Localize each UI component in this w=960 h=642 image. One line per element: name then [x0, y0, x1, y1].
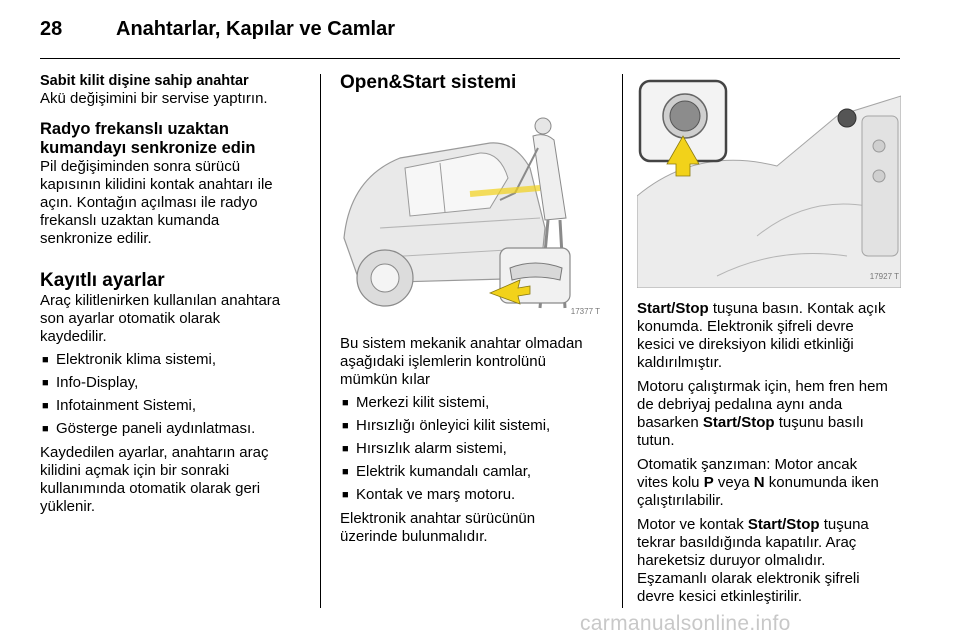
figure-id: 17377 T [570, 307, 600, 316]
list-item: ■ Hırsızlığı önleyici kilit sistemi, [340, 417, 608, 435]
column-2 [340, 72, 608, 546]
text-line [637, 414, 905, 432]
text-line: tutun. [637, 432, 675, 449]
saved-outro-line: yüklenir. [40, 498, 96, 515]
text-span: tuşunu basılı [774, 414, 864, 431]
text-line: çalıştırılabilir. [637, 492, 724, 509]
battery-text: Akü değişimini bir servise yaptırın. [40, 90, 268, 107]
sync-text-line: açın. Kontağın açılması ile radyo [40, 194, 258, 211]
header-divider [40, 58, 900, 59]
text-span: vites kolu [637, 474, 704, 491]
list-item: ■ Elektronik klima sistemi, [40, 351, 308, 369]
start-stop-label: Start/Stop [637, 300, 709, 317]
dashboard-drawing [637, 76, 901, 288]
battery-heading: Sabit kilit dişine sahip anahtar [40, 73, 249, 89]
open-start-intro-line: mümkün kılar [340, 371, 431, 388]
saved-outro-line: kilidini açmak için bir sonraki [40, 462, 230, 479]
list-item: ■ Infotainment Sistemi, [40, 397, 308, 415]
text-line: konumda. Elektronik şifreli devre [637, 318, 854, 335]
sync-text-line: kapısının kilidini kontak anahtarı ile [40, 176, 273, 193]
car-door-drawing [340, 108, 602, 323]
gear-n-label: N [753, 474, 765, 491]
gear-p-label: P [703, 474, 714, 491]
list-item: ■ Gösterge paneli aydınlatması. [40, 420, 308, 438]
text-line: Motoru çalıştırmak için, hem fren hem [637, 378, 888, 395]
text-line: Eşzamanlı olarak elektronik şifreli [637, 570, 860, 587]
chapter-title: Anahtarlar, Kapılar ve Camlar [116, 18, 396, 40]
sync-text-line: frekanslı uzaktan kumanda [40, 212, 220, 229]
saved-settings-list [40, 351, 308, 438]
text-line [637, 474, 905, 492]
list-item: ■ Hırsızlık alarm sistemi, [340, 440, 608, 458]
open-start-intro-line: aşağıdaki işlemlerin kontrolünü [340, 353, 546, 370]
text-span: tuşuna basın. Kontak açık [708, 300, 886, 317]
text-line: kesici ve direksiyon kilidi etkinliği [637, 336, 854, 353]
page-number: 28 [40, 18, 63, 40]
saved-settings-heading: Kayıtlı ayarlar [40, 270, 165, 291]
text-span: konumunda iken [764, 474, 879, 491]
column-divider-left [320, 74, 321, 608]
saved-outro-line: kullanımında otomatik olarak geri [40, 480, 261, 497]
saved-intro-line: kaydedilir. [40, 328, 107, 345]
saved-intro-line: son ayarlar otomatik olarak [40, 310, 221, 327]
text-line: Otomatik şanzıman: Motor ancak [637, 456, 858, 473]
sync-text-line: senkronize edilir. [40, 230, 152, 247]
column-3 [637, 72, 905, 606]
text-span: veya [713, 474, 754, 491]
text-line: devre kesici etkinleştirilir. [637, 588, 803, 605]
sync-heading-line2: kumandayı senkronize edin [40, 139, 256, 157]
text-line: tekrar basıldığında kapatılır. Araç [637, 534, 857, 551]
saved-outro-line: Kaydedilen ayarlar, anahtarın araç [40, 444, 269, 461]
list-item: ■ Info-Display, [40, 374, 308, 392]
open-start-outro-line: Elektronik anahtar sürücünün [340, 510, 536, 527]
column-divider-right [622, 74, 623, 608]
figure-id: 17927 T [869, 272, 899, 281]
open-start-heading: Open&Start sistemi [340, 72, 517, 93]
sync-text-line: Pil değişiminden sonra sürücü [40, 158, 241, 175]
text-span: tuşuna [819, 516, 869, 533]
sync-heading-line1: Radyo frekanslı uzaktan [40, 120, 229, 138]
text-line: hareketsiz duruyor olmalıdır. [637, 552, 826, 569]
watermark: carmanualsonline.info [580, 612, 791, 635]
list-item: ■ Elektrik kumandalı camlar, [340, 463, 608, 481]
car-door-illustration [340, 108, 602, 323]
start-stop-para-1 [637, 300, 905, 318]
text-span: basarken [637, 414, 703, 431]
saved-intro-line: Araç kilitlenirken kullanılan anahtara [40, 292, 281, 309]
text-span: Motor ve kontak [637, 516, 748, 533]
start-stop-button-illustration [637, 76, 901, 288]
start-stop-label: Start/Stop [747, 516, 820, 533]
text-line: de debriyaj pedalına aynı anda [637, 396, 843, 413]
list-item: ■ Kontak ve marş motoru. [340, 486, 608, 504]
open-start-intro-line: Bu sistem mekanik anahtar olmadan [340, 335, 583, 352]
open-start-outro-line: üzerinde bulunmalıdır. [340, 528, 488, 545]
text-line: kaldırılmıştır. [637, 354, 723, 371]
text-line [637, 516, 905, 534]
start-stop-label: Start/Stop [702, 414, 775, 431]
open-start-list [340, 394, 608, 504]
page-header [40, 14, 900, 54]
list-item: ■ Merkezi kilit sistemi, [340, 394, 608, 412]
column-1 [40, 72, 308, 516]
